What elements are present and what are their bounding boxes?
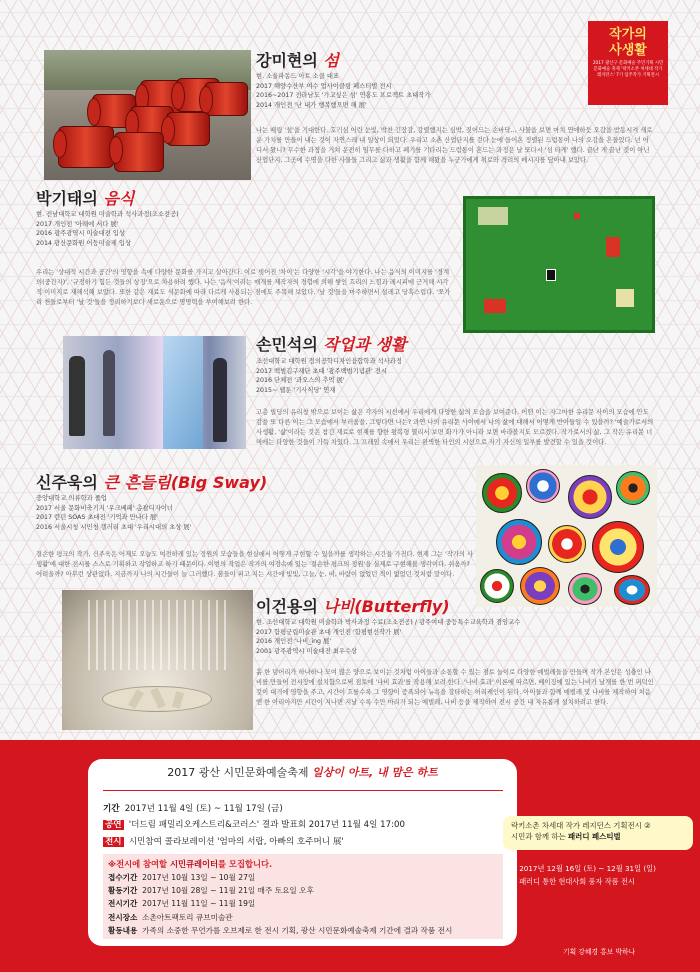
artist4-name: 신주욱 (36, 473, 83, 492)
performance-label: 공연 (105, 820, 122, 830)
artist1-description: 나는 배링 '섬'을 기대한다. 호기심 어린 눈빛, 박찬 긴장감, 강렬했지는 심박, 짓어드는 손바닥… 사물을 보면 마치 연애하듯 오감을 받동시켜 새로운 가치를 만들어 내는 것이 자연스레 내 일상이 되었다. 우리고 소촌 산업단지를 걷다 눈에 들어온 정렬된 드럼통이 나의 오감을 흔들었다. 넌 어디서 왔니? 무수한 과정을 거쳐 운전히 임무를 다하고 폐기를 기다리는 드럼통이 흔드는 과정은 날 또다시 '섬 타게' 했다. 끝난 게 끝난 것이 아닌 산업단지, 그곳에 수명을 다한 사물들 그리고 삶과 생활을 함께 해왔을 누군가에게 위로와 격려의 메시지를 담아내 보았다. (256, 127, 653, 164)
exhibition-badge (588, 21, 668, 105)
parody-period-label: 기간 (503, 864, 517, 873)
artist2-title (36, 186, 134, 209)
artist5-name: 이건용 (256, 597, 303, 616)
badge-title-line1: 작가의 (609, 27, 647, 42)
detail-row (108, 897, 452, 910)
detail-value: 2017년 10월 13일 ~ 10월 27일 (142, 873, 256, 882)
artist2-cv (36, 210, 366, 248)
artist3-work: 작업과 생활 (323, 335, 407, 354)
cv-line: 2016 서울시청 시민청 갤러리 초대 '우리시대의 초상 展' (36, 523, 192, 531)
detail-label: 활동내용 (108, 925, 138, 935)
detail-value: 소촌아트팩토리 큐브미술관 (142, 912, 233, 922)
parody-content-value: 패러디 통한 현대사회 풍자 작품 전시 (519, 877, 635, 886)
detail-row (108, 924, 452, 937)
exhibition-label: 전시 (105, 837, 122, 847)
artist3-description: 고층 빌딩의 유리창 밖으로 보이는 삶은 각자의 시선에서 우리에게 다양한 삶의 모습을 보여준다. 어떤 이는 자그마한 유리문 사이의 모습에 안도감을 또 다른 이는 그 모습에서 부러움을, 그렇다면 나는? 과연 나의 유리문 사이에서 나의 삶에 대해서 어떻게 반아들일 수 있을까? '예술가로서의 사생활, '삶'이라는 것은 참긴 재료로 현재를 향한 왕복형 열리서 보면 화가가 아니라 보면 바라볼지도 모르겠다. 작가로서의 삶, 그 작은 유리문 너머에는 다양한 것들이 가득 차있다. 그 프레임 속에서 우리는 완벽한 타인의 시선으로 자기 자신의 일부를 발견할 수 있을 것이다. (256, 409, 654, 446)
detail-row (108, 884, 452, 897)
artist1-work: 섬 (323, 51, 339, 70)
cv-line: 중앙대학교 의류학과 졸업 (36, 495, 107, 502)
artist4-description: 결손한 평크의 작가, 신주욱은 어제도 오늘도 여전하게 있는 정원의 모습들을 현실에서 어떻게 구현할 수 있을까를 생각하는 시간을 가진다. 현재 그는 '작가의 사생활'에 대한 전시를 스스로 기획하고 작업하고 하기 때문이다. 이번의 작업은 작가의 여정속에 있는 '결손한 평크의 정원'을 실제로 구현해볼 생각이다. 쉬움까? 어려울까? 아무런 상관없다. 지금까지 나의 시간들이 늘 그러했다. 꿈들이 퍼고 지는 시간에 빛빛, 그늘, 눈, 비, 바람이 없었던 적이 없었던 것처럼 말이다. (36, 551, 474, 578)
parody-period-value: 2017년 12월 16일 (토) ~ 12월 31일 (일) (519, 864, 656, 873)
artist2-work: 음식 (103, 189, 135, 208)
cv-line: 현. 소울파동드 아트 소클 대표 (256, 73, 340, 80)
exhibition-value: 시민참여 콜라보레이션 '엄마의 서랍, 아빠의 호주머니 展' (128, 837, 344, 847)
artist2-connector: 의 (82, 189, 98, 208)
period-label: 기간 (103, 804, 120, 814)
notice-highlight: 시민큐레이터 (169, 859, 219, 869)
artist2-photo-painting (463, 196, 655, 333)
artist5-photo-butterflies (62, 590, 253, 730)
detail-label: 활동기간 (108, 886, 138, 896)
cv-line: 2017 해양수산부 여수 업사이클링 페스티벌 전시 (256, 82, 392, 90)
detail-label: 접수기간 (108, 873, 138, 882)
badge-subtitle: 2017 광산구 문화예술 주민기획 시민문화예술 축제 '락키소촌 처세대 작가 레지던스' 7기 입주작가 기획전시 (592, 61, 664, 78)
cv-line: 2017 함평군립미술관 초대 개인전 '함평현선작가 展' (256, 628, 402, 636)
artist4-title (36, 470, 267, 493)
badge-title-line2: 사생활 (609, 43, 647, 58)
parody-content-label: 내용 (503, 877, 517, 886)
artist5-description: 흙 한 덩어리가 하나하나 모여 많은 양으로 보이는 것처럼 아이들과 소통할 수 있는 점토 놀이로 다양한 예벌레들을 만들며 작가 본인은 성충인 나비를 만들어 전시장에 설치함으로써 점토에 '나비 효과'를 작용해 보려 한다. '나비 효과' 이론에 따르면, 베이징에 있는 나비가 날개를 한 번 퍼덕인 것이 대기에 영향을 주고, 시간이 흐를수록 그 영향이 증폭되어 뉴욕을 강타하는 허리케인이 된다. 아이들과 함께 애벌레 및 나비를 제작하여 처음엔 한 아리아지만 시간이 지나면 지날 수록 수만 마리가 되는 애벌레, 나비 등을 제작하여 전시 공간 내 자유롭게 설치하려고 한다. (256, 669, 654, 706)
cv-line: 2014 광산문화원 어등미술제 입상 (36, 239, 132, 247)
detail-value: 가족의 소중한 무언가를 오브제로 한 전시 기획, 광산 시민문화예술축제 기간에 결과 작품 전시 (142, 925, 453, 935)
divider (103, 790, 503, 791)
cv-line: 2016 개인전 '나비_ing 展' (256, 638, 332, 646)
cv-line: 2001 광주광역시 미술대전 최우수상 (256, 647, 358, 655)
cv-line: 현. 조선대학교 대학원 미술학과 박사과정 수료(조소전공) / 광주여대 중등특수교육학과 겸임교수 (256, 619, 521, 626)
artist1-photo-drums (44, 50, 251, 180)
notice-prefix: ※전시에 참여할 (108, 859, 168, 869)
cv-line: 2017 서울 문화비축기지 '우크베패' 총괄디자이너 (36, 504, 173, 512)
parody-festival-box (503, 816, 693, 850)
artist3-title (256, 332, 406, 355)
parody-content (503, 875, 695, 888)
artist2-description: 우리는 '상대적 시간과 공간'의 영향을 속에 다양한 문화를 가지고 살아간다. 이로 빚어진 '차이'는 다양한 '시각'을 야기한다. 나는 음식의 이미지를 '경계의(중간자)', '규정하기 힘든 것들의 상징'으로 차용하려 했다. 나는 '음식'이라는 매개를 제작자의 경험에 의해 쌓인 흐리의 느낌과 레시피에 근거해 시각적 이미지로 재해석해 보았다. 또한 같은 재료도 식문화에 따라 다르게 사용되는 점에도 주목해 보았다. '날 것'들을 마주하면서 설레고 당혹스럽다. '쪼가리 천들로부터 '날 것'들을 정리하기보다 새로운으로 명명력을 부여해보려 한다. (36, 269, 451, 306)
artist5-title (256, 594, 450, 617)
curator-details (108, 871, 452, 937)
detail-value: 2017년 11월 11일 ~ 11월 19일 (142, 899, 256, 909)
artist3-cv (256, 357, 586, 395)
detail-label: 전시장소 (108, 912, 138, 922)
festival-title-script: 일상이 아트, 내 맘은 하트 (311, 766, 438, 779)
artist5-connector: 의 (302, 597, 318, 616)
artist4-connector: 의 (82, 473, 98, 492)
notice-suffix: 를 모집합니다. (218, 859, 273, 869)
detail-row (108, 871, 452, 884)
parody-line2-prefix: 시민과 함께 하는 (511, 832, 566, 841)
festival-title-prefix: 2017 광산 시민문화예술축제 (167, 766, 309, 779)
artist4-work: 큰 흔들림(Big Sway) (103, 473, 268, 492)
artist3-photo-glass (63, 336, 246, 449)
artist3-connector: 의 (302, 335, 318, 354)
cv-line: 2017 개인전 '아래에 서다 展' (36, 220, 119, 228)
detail-label: 전시기간 (108, 899, 138, 909)
festival-title (88, 764, 517, 780)
parody-period (503, 862, 695, 875)
cv-line: 조선대학교 대학원 정의공학디자인융합학과 석사과정 (256, 358, 402, 365)
parody-line1: 락키소촌 차세대 작가 레지던스 기획전시 ② (511, 821, 651, 830)
artist3-name: 손민석 (256, 335, 303, 354)
cv-line: 현. 전남대학교 대학원 미술학과 석사과정(조소전공) (36, 211, 179, 218)
parody-details (503, 862, 695, 888)
artist1-title (256, 48, 339, 71)
artist4-cv (36, 494, 366, 532)
curator-notice (108, 858, 272, 870)
cv-line: 2015~ 웹툰 '기사식당' 연재 (256, 386, 336, 394)
parody-line2 (511, 831, 685, 842)
period-value: 2017년 11월 4일 (토) ~ 11월 17일 (금) (124, 804, 283, 814)
artist5-cv (256, 618, 656, 656)
artist1-connector: 의 (302, 51, 318, 70)
artist4-photo-flowers (476, 465, 657, 607)
performance-value: '더드림 패밀리오케스트리&코러스' 결과 발표회 2017년 11월 4일 17:00 (128, 820, 405, 830)
artist5-work: 나비(Butterfly) (323, 597, 450, 616)
cv-line: 2016 광주광역시 미술대전 입상 (36, 230, 125, 238)
parody-line2-bold: 패러디 페스티벌 (568, 832, 621, 841)
cv-line: 2017 런던 SOAS 초대전 '기억과 만나다 展' (36, 514, 158, 522)
credits: 기획 강혜경 홍보 박하나 (563, 948, 636, 956)
cv-line: 2014 개인전 '난 내가 행복했으면 해 展' (256, 101, 367, 109)
artist1-cv (256, 72, 586, 110)
detail-value: 2017년 10월 28일 ~ 11월 21일 매주 토요일 오후 (142, 886, 314, 896)
festival-exhibition (103, 829, 344, 848)
cv-line: 2016 단체전 '과오스의 추억 展' (256, 377, 345, 385)
cv-line: 2017 백범김구재단 초대 '광주백범기념관' 전시 (256, 367, 387, 375)
artist2-name: 박기태 (36, 189, 83, 208)
cv-line: 2016~2017 전라남도 '가고싶은 섬' 연홍도 프로젝트 초대작가 (256, 92, 431, 100)
artist1-name: 강미현 (256, 51, 303, 70)
detail-row (108, 911, 452, 924)
